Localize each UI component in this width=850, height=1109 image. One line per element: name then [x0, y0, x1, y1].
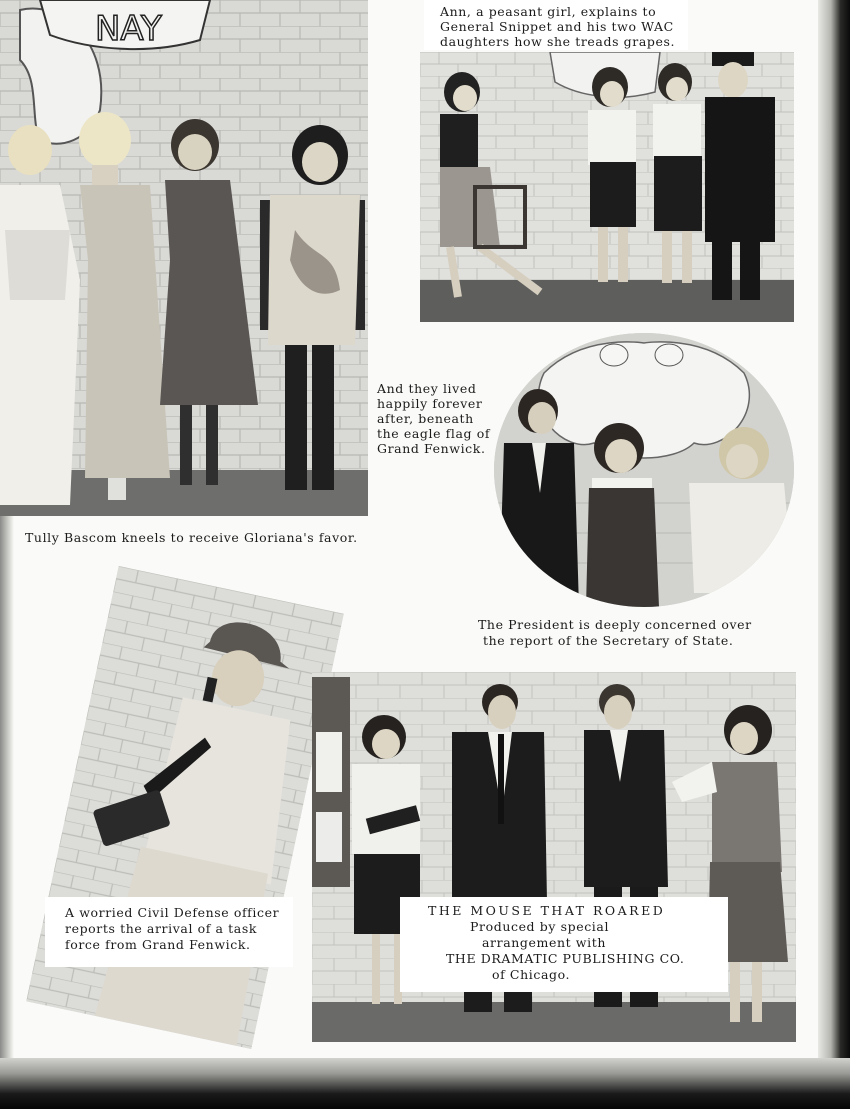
credits-line-1: Produced by special [470, 919, 610, 934]
page-right-edge [818, 0, 850, 1109]
caption-happily-line-5: Grand Fenwick. [377, 441, 486, 456]
caption-ann-box [424, 0, 688, 50]
credits-title: THE MOUSE THAT ROARED [428, 903, 666, 918]
credits-line-3: THE DRAMATIC PUBLISHING CO. [446, 951, 685, 966]
caption-ann-line-3: daughters how she treads grapes. [440, 34, 676, 49]
caption-president-line-1: The President is deeply concerned over [478, 617, 752, 632]
credits-line-4: of Chicago. [492, 967, 571, 982]
photo-ann-general [420, 52, 794, 322]
caption-civil-defense-line-3: force from Grand Fenwick. [65, 937, 251, 952]
caption-happily-line-1: And they lived [377, 381, 477, 396]
caption-tully: Tully Bascom kneels to receive Gloriana's favor. [25, 530, 358, 545]
caption-civil-defense-box [45, 897, 293, 967]
caption-happily-line-3: after, beneath [377, 411, 474, 426]
photo-costumed-girls [0, 0, 368, 516]
caption-ann-line-2: General Snippet and his two WAC [440, 19, 674, 34]
caption-civil-defense-line-1: A worried Civil Defense officer [65, 905, 280, 920]
page-bottom-edge [0, 1058, 850, 1109]
credits-box [400, 897, 728, 992]
photo-eagle-flag-wedding [494, 333, 794, 607]
caption-happily-line-4: the eagle flag of [377, 426, 491, 441]
caption-president-line-2: the report of the Secretary of State. [483, 633, 734, 648]
caption-ann-line-1: Ann, a peasant girl, explains to [440, 4, 657, 19]
nay-banner-text: NAY [95, 9, 162, 49]
photo-civil-defense-officer [26, 566, 343, 1049]
caption-civil-defense-line-2: reports the arrival of a task [65, 921, 258, 936]
credits-line-2: arrangement with [482, 935, 606, 950]
caption-happily-line-2: happily forever [377, 396, 483, 411]
